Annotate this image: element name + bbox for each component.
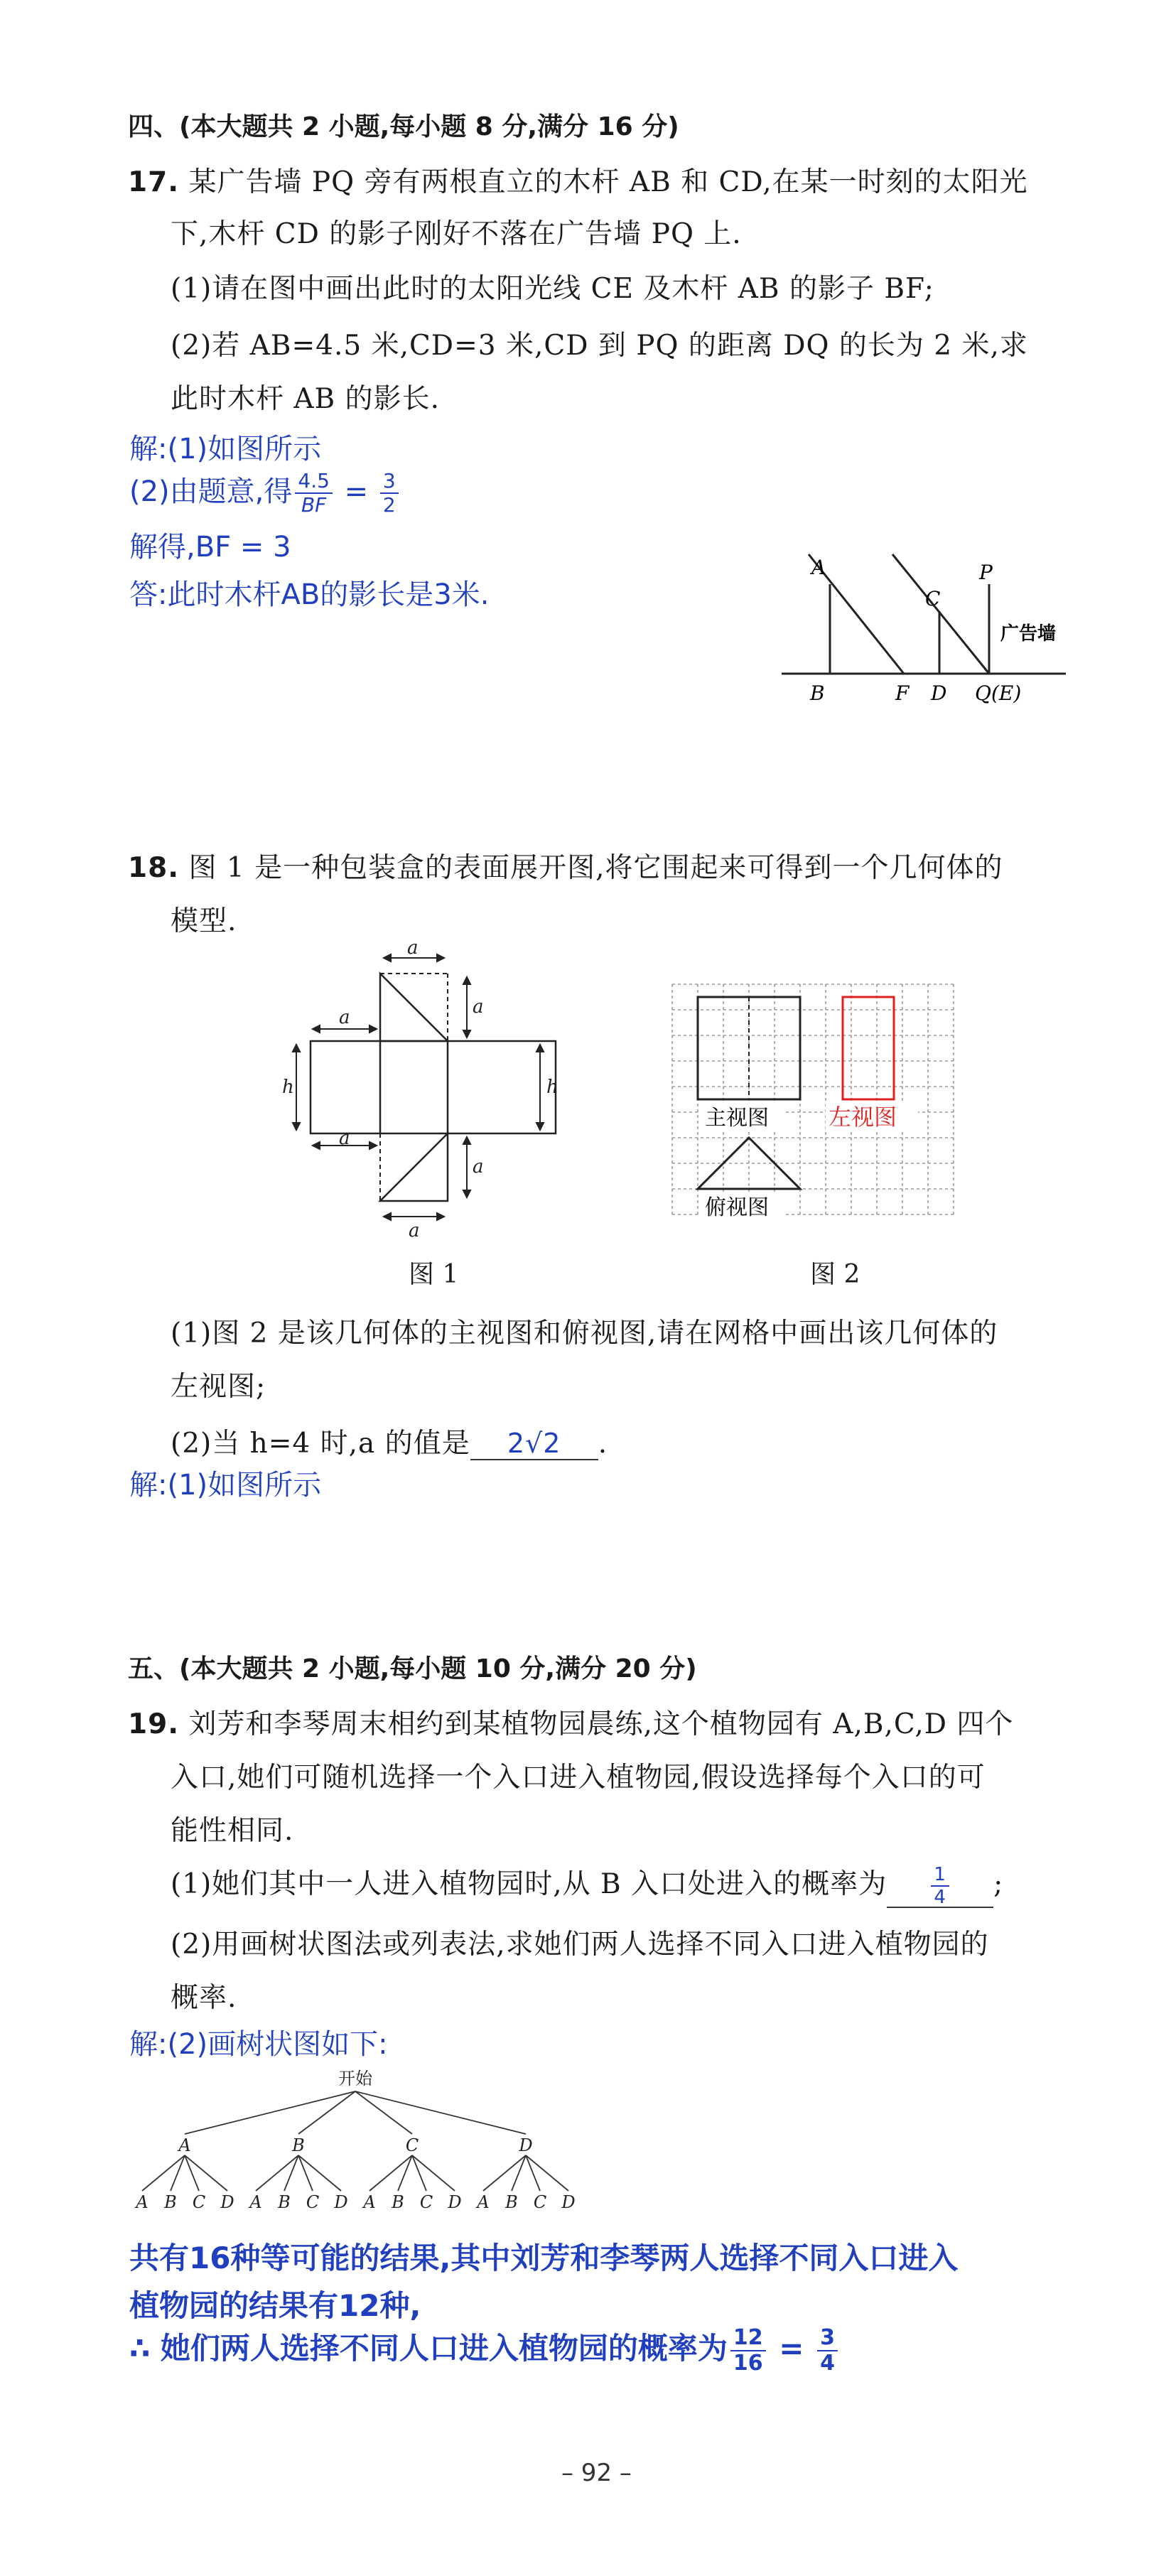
tree-branch-2: [142, 2155, 185, 2191]
label-p: P: [979, 561, 993, 584]
front-view-label: 主视图: [705, 1106, 769, 1131]
q19-part1-suffix: ;: [993, 1868, 1004, 1900]
q19-frac1-num: 12: [730, 2327, 766, 2351]
top-view-label: 俯视图: [705, 1195, 769, 1220]
q19-line1: [128, 1702, 1013, 1742]
q19-frac2-den: 4: [820, 2350, 835, 2376]
page-number: – 92 –: [561, 2459, 632, 2487]
q19-ans-eq: =: [779, 2331, 804, 2366]
label-c: C: [925, 587, 941, 610]
dim-h-right: h: [546, 1077, 558, 1098]
q17-part1: (1)请在图中画出此时的太阳光线 CE 及木杆 AB 的影子 BF;: [171, 273, 934, 305]
q19-answer-den: 4: [934, 1886, 946, 1908]
q17-ans4: 答:此时木杆AB的影长是3米.: [129, 578, 490, 611]
tree-leaf: D: [220, 2192, 234, 2212]
tree-leaf: C: [192, 2192, 206, 2212]
tree-leaf: D: [561, 2192, 576, 2212]
q19-ans-line3-prefix: ∴ 她们两人选择不同人口进入植物园的概率为: [129, 2331, 728, 2366]
q18-number: 18.: [128, 852, 180, 884]
q19-frac2-num: 3: [817, 2327, 838, 2351]
dim-a-right-bottom: a: [473, 1156, 484, 1177]
q19-text2: 入口,她们可随机选择一个入口进入植物园,假设选择每个入口的可: [171, 1762, 986, 1794]
tree-leaf: D: [334, 2192, 348, 2212]
figure1-caption: 图 1: [409, 1260, 459, 1289]
q18-answer-blank: 2√2: [470, 1428, 598, 1460]
tree-leaf: A: [363, 2192, 376, 2212]
dim-a-top: a: [407, 938, 419, 959]
label-f: F: [895, 681, 910, 705]
q19-number: 19.: [128, 1708, 180, 1740]
q19-answer-blank: [887, 1865, 993, 1908]
tree-node-level1: A: [178, 2135, 191, 2155]
tree-leaf: D: [448, 2192, 462, 2212]
q17-part2a: (2)若 AB=4.5 米,CD=3 米,CD 到 PQ 的距离 DQ 的长为 2 米,求: [171, 330, 1028, 362]
top-triangle: [380, 974, 448, 1041]
tree-branch-2: [483, 2155, 526, 2191]
q19-text1: 刘芳和李琴周末相约到某植物园晨练,这个植物园有 A,B,C,D 四个: [188, 1708, 1014, 1740]
q19-frac-1: [730, 2324, 766, 2376]
q18-line1: [128, 846, 1003, 885]
tree-leaf: B: [164, 2192, 177, 2212]
tree-branch-1: [185, 2091, 355, 2134]
label-b: B: [810, 681, 825, 705]
q17-frac2-num: 3: [380, 471, 399, 494]
dim-a-left-bottom: a: [339, 1128, 350, 1149]
tree-leaf: A: [136, 2192, 149, 2212]
q19-text3: 能性相同.: [171, 1815, 294, 1847]
q19-tree-diagram: [128, 2064, 583, 2228]
q19-part1: [171, 1862, 1003, 1908]
q18-figure2: [668, 977, 966, 1226]
tree-node-level1: C: [405, 2135, 419, 2155]
q18-part2-prefix: (2)当 h=4 时,a 的值是: [171, 1428, 470, 1460]
tree-leaf: C: [306, 2192, 320, 2212]
q17-ans2-eq: =: [344, 475, 369, 508]
q18-part1b: 左视图;: [171, 1371, 266, 1403]
tree-branch-1: [298, 2091, 355, 2134]
q17-part2b: 此时木杆 AB 的影长.: [171, 383, 441, 415]
q17-ans2-prefix: (2)由题意,得: [129, 475, 293, 508]
tree-leaf: A: [249, 2192, 262, 2212]
tree-branch-2: [256, 2155, 298, 2191]
left-view-label: 左视图: [829, 1104, 897, 1131]
q19-ans-line3: [129, 2325, 841, 2374]
tree-branch-2: [298, 2155, 341, 2191]
tree-branch-2: [185, 2155, 227, 2191]
tree-branch-2: [369, 2155, 412, 2191]
q17-frac-1: [295, 471, 333, 515]
tree-leaf: B: [392, 2192, 404, 2212]
q19-ans-intro: 解:(2)画树状图如下:: [129, 2028, 388, 2061]
tree-node-level1: D: [519, 2135, 533, 2155]
q17-ans1: 解:(1)如图所示: [129, 433, 322, 465]
dim-a-right-top: a: [473, 996, 484, 1018]
dim-h-left: h: [282, 1077, 294, 1098]
dim-a-bottom: a: [409, 1220, 420, 1241]
tree-leaf: A: [477, 2192, 490, 2212]
q17-line1: [128, 160, 1028, 200]
q17-text1: 某广告墙 PQ 旁有两根直立的木杆 AB 和 CD,在某一时刻的太阳光: [188, 166, 1028, 198]
q17-ans3: 解得,BF = 3: [129, 531, 291, 564]
tree-branch-1: [355, 2091, 526, 2134]
q19-part2b: 概率.: [171, 1982, 237, 2014]
tree-leaf: B: [278, 2192, 291, 2212]
q17-frac-2: [380, 471, 399, 515]
q17-frac1-den: BF: [301, 493, 327, 517]
q19-frac1-den: 16: [733, 2350, 763, 2376]
tree-root: 开始: [338, 2069, 372, 2089]
q19-part2a: (2)用画树状图法或列表法,求她们两人选择不同入口进入植物园的: [171, 1929, 989, 1961]
dim-a-left-top: a: [339, 1007, 350, 1028]
q17-ans2: [129, 469, 401, 515]
label-wall: 广告墙: [1000, 623, 1057, 645]
label-d: D: [931, 681, 947, 705]
q19-answer-num: 1: [931, 1865, 949, 1887]
q17-number: 17.: [128, 166, 180, 198]
q19-part1-prefix: (1)她们其中一人进入植物园时,从 B 入口处进入的概率为: [171, 1868, 887, 1900]
figure2-caption: 图 2: [810, 1260, 860, 1289]
section-5-header: 五、(本大题共 2 小题,每小题 10 分,满分 20 分): [128, 1654, 697, 1683]
q18-text2: 模型.: [171, 905, 237, 937]
net-strip: [311, 1041, 556, 1133]
tree-leaf: C: [533, 2192, 547, 2212]
tree-leaf: B: [505, 2192, 518, 2212]
tree-node-level1: B: [292, 2135, 305, 2155]
q18-ans1: 解:(1)如图所示: [129, 1469, 322, 1502]
label-a: A: [811, 556, 826, 579]
bottom-triangle: [380, 1133, 448, 1201]
q18-text1: 图 1 是一种包装盒的表面展开图,将它围起来可得到一个几何体的: [188, 852, 1003, 884]
q17-text2: 下,木杆 CD 的影子刚好不落在广告墙 PQ 上.: [171, 218, 742, 250]
q17-frac2-den: 2: [382, 493, 396, 517]
q18-part2-suffix: .: [598, 1428, 608, 1460]
left-view-rect: [843, 997, 894, 1099]
q17-figure: [767, 540, 1087, 711]
q19-ans-line1: 共有16种等可能的结果,其中刘芳和李琴两人选择不同入口进入: [129, 2241, 959, 2275]
tree-branch-1: [355, 2091, 412, 2134]
tree-branch-2: [526, 2155, 568, 2191]
q17-frac1-num: 4.5: [295, 471, 333, 494]
q19-ans-line2: 植物园的结果有12种,: [129, 2288, 421, 2323]
sunray-ce: [892, 554, 989, 674]
q19-frac-2: [817, 2324, 838, 2376]
tree-leaf: C: [419, 2192, 433, 2212]
q18-part1a: (1)图 2 是该几何体的主视图和俯视图,请在网格中画出该几何体的: [171, 1317, 998, 1349]
label-qe: Q(E): [975, 681, 1022, 705]
tree-branch-2: [412, 2155, 455, 2191]
section-4-header: 四、(本大题共 2 小题,每小题 8 分,满分 16 分): [128, 112, 679, 141]
q18-figure1: [281, 938, 615, 1244]
q18-part2: [171, 1421, 608, 1461]
